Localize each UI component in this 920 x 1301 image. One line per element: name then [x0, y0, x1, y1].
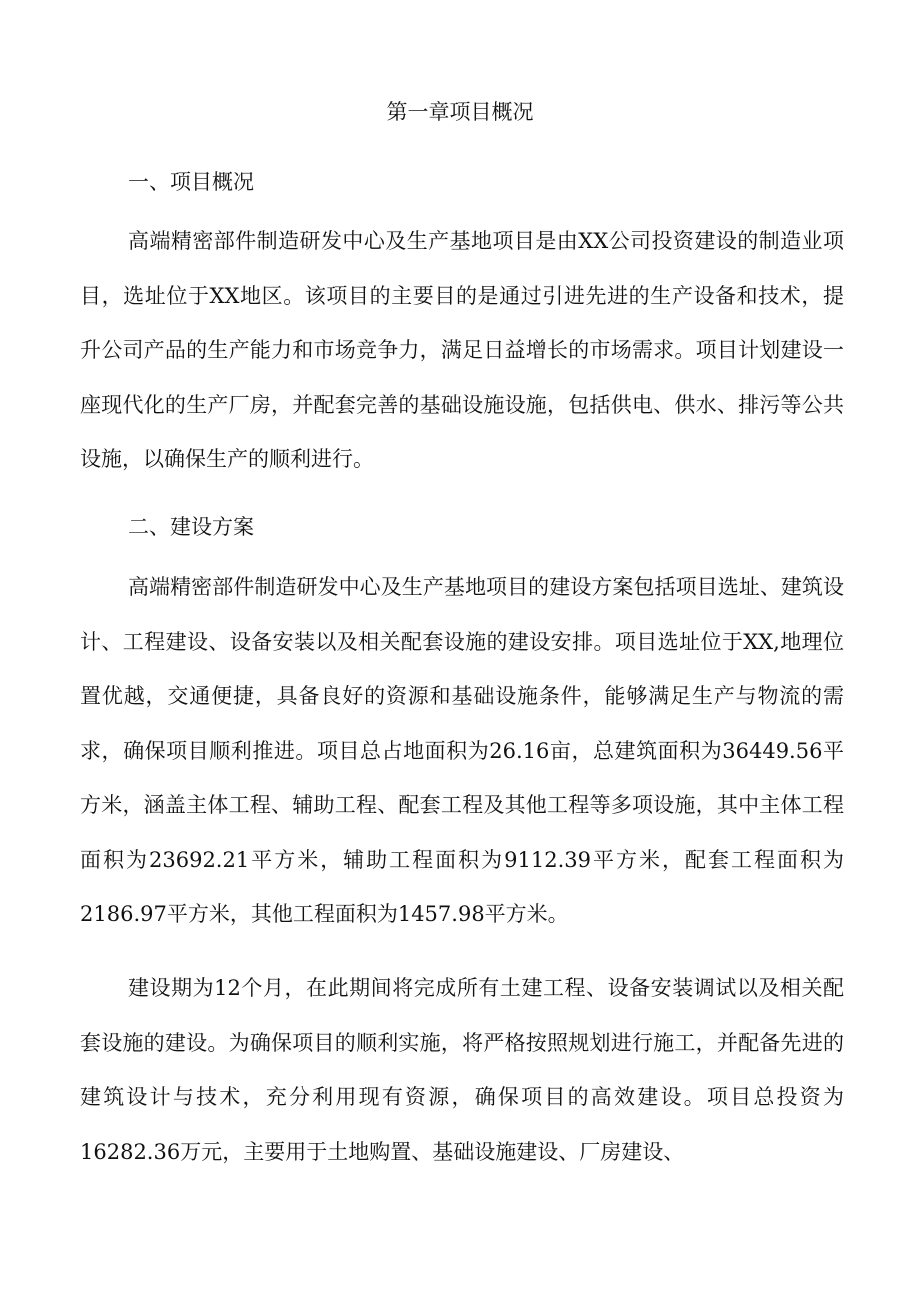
- paragraph-overview: 高端精密部件制造研发中心及生产基地项目是由XX公司投资建设的制造业项目，选址位于XX地区。该项目的主要目的是通过引进先进的生产设备和技术，提升公司产品的生产能力和市场竞争力，满足日益增长的市场需求。项目计划建设一座现代化的生产厂房，并配套完善的基础设施设施，包括供电、供水、排污等公共设施，以确保生产的顺利进行。: [80, 229, 844, 471]
- paragraph-construction-plan: 高端精密部件制造研发中心及生产基地项目的建设方案包括项目选址、建筑设计、工程建设、设备安装以及相关配套设施的建设安排。项目选址位于XX,地理位置优越，交通便捷，具备良好的资源和基础设施条件，能够满足生产与物流的需求，确保项目顺利推进。项目总占地面积为26.16亩，总建筑面积为36449.56平方米，涵盖主体工程、辅助工程、配套工程及其他工程等多项设施，其中主体工程面积为23692.21平方米，辅助工程面积为9112.39平方米，配套工程面积为2186.97平方米，其他工程面积为1457.98平方米。: [80, 575, 844, 926]
- section-heading-overview: 一、项目概况: [128, 170, 254, 194]
- chapter-title: 第一章项目概况: [386, 100, 534, 124]
- paragraph-construction-period: 建设期为12个月，在此期间将完成所有土建工程、设备安装调试以及相关配套设施的建设。为确保项目的顺利实施，将严格按照规划进行施工，并配备先进的建筑设计与技术，充分利用现有资源，确保项目的高效建设。项目总投资为16282.36万元，主要用于土地购置、基础设施建设、厂房建设、: [80, 976, 844, 1164]
- section-heading-construction-plan: 二、建设方案: [128, 515, 254, 539]
